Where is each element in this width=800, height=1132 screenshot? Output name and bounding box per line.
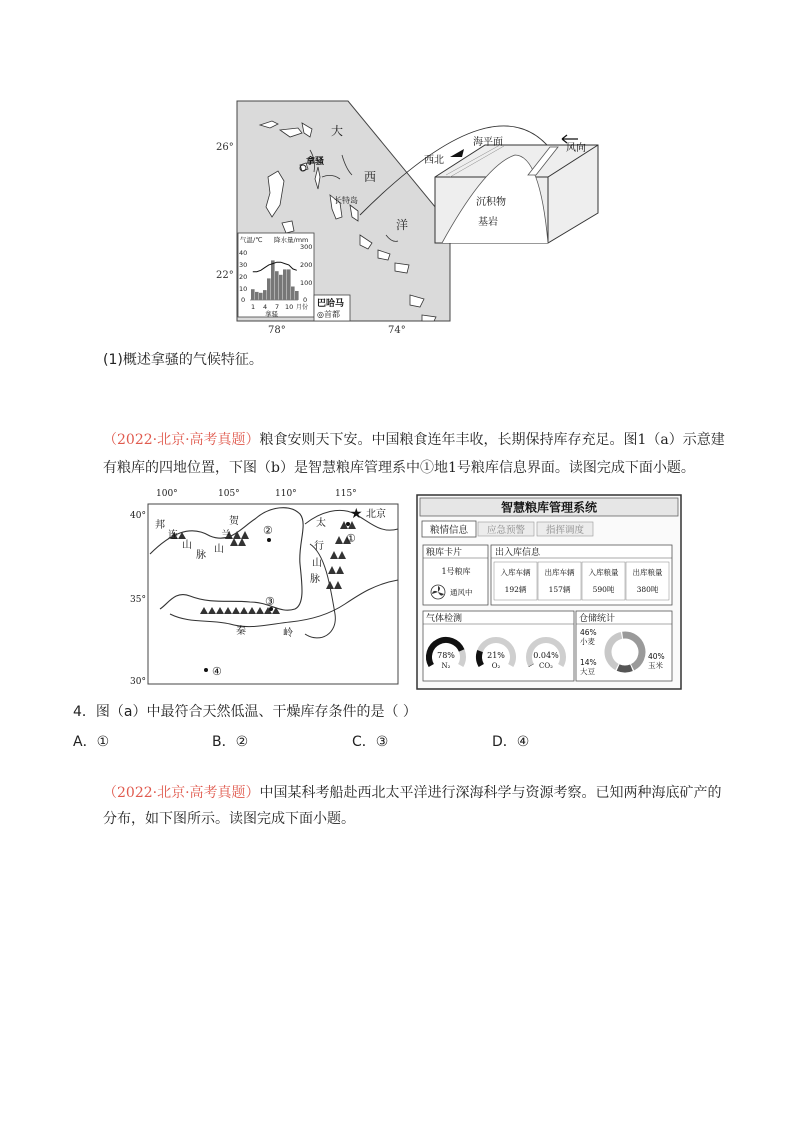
point-4-dot	[204, 668, 208, 672]
precip-bar-6	[271, 260, 275, 300]
card-title: 粮库卡片	[426, 548, 463, 558]
tab-emergency-label: 应急预警	[486, 525, 526, 536]
precip-bar-4	[263, 290, 267, 300]
bahamas-figure	[210, 95, 620, 340]
lat-22: 22°	[216, 270, 234, 281]
precip-bar-10	[287, 269, 291, 300]
island-label: 长特岛	[334, 196, 358, 205]
precip-bar-1	[251, 289, 255, 300]
mtn-taihang-2: 行	[314, 541, 324, 552]
climate-ltick-1: 30	[239, 261, 248, 269]
gas-value-3: 0.04%	[533, 651, 559, 660]
climate-rtick-0: 300	[300, 243, 313, 251]
io-value-in-vehicles: 192辆	[504, 585, 527, 594]
question-1: (1)概述拿骚的气候特征。	[103, 352, 263, 368]
precip-bar-3	[259, 293, 263, 300]
precip-bar-5	[267, 278, 271, 300]
intro-3-line-1	[103, 783, 722, 803]
gas-title: 气体检测	[426, 614, 463, 624]
climate-rtick-3: 0	[303, 296, 308, 304]
gas-value-1: 78%	[437, 651, 455, 660]
china-map-figure	[130, 484, 405, 694]
panel-title: 智慧粮库管理系统	[500, 500, 598, 515]
lat-26: 26°	[216, 142, 234, 153]
point-2-label: ②	[263, 524, 273, 537]
climate-month-unit: 月份	[296, 304, 309, 311]
climate-rtick-1: 200	[300, 261, 313, 269]
tab-granary-info-label: 粮情信息	[429, 525, 469, 536]
io-header-out-vehicles: 出库车辆	[544, 568, 575, 577]
mtn-left-1: 邦	[155, 520, 165, 531]
precip-bar-9	[283, 269, 287, 300]
gas-value-2: 21%	[487, 651, 505, 660]
question-4-stem: 4．图（a）中最符合天然低温、干燥库存条件的是（ ）	[73, 704, 417, 720]
point-2-dot	[267, 538, 271, 542]
storage-corn-value: 40%	[648, 652, 665, 661]
q4-option-b[interactable]: B．②	[212, 734, 249, 750]
legend-capital: ◎首都	[317, 310, 340, 319]
intro-2-line-1	[103, 430, 725, 450]
intro-3-text-1: 中国某科考船赴西北太平洋进行深海科学与资源考察。已知两种海底矿产的	[259, 785, 722, 801]
climate-month-1: 1	[251, 303, 256, 311]
intro-2-source: （2022·北京·高考真题）	[103, 432, 260, 448]
intro-2-line-2: 有粮库的四地位置，下图（b）是智慧粮库管理系中①地1号粮库信息界面。读图完成下面小题。	[103, 460, 695, 476]
climate-right-header: 降水量/mm	[274, 236, 309, 244]
storage-wheat-label: 小麦	[580, 637, 595, 646]
granary-panel	[416, 494, 682, 690]
storage-title: 仓储统计	[579, 614, 616, 624]
climate-month-10: 10	[285, 303, 294, 311]
io-title: 出入库信息	[495, 548, 541, 558]
mtn-taihang-4: 脉	[310, 574, 320, 585]
gas-label-1: N₂	[441, 662, 451, 670]
mtn-left-3: 山	[182, 540, 192, 551]
nassau-label: 拿骚	[306, 157, 325, 167]
climate-ltick-0: 40	[239, 249, 248, 257]
mtn-left-2: 连	[168, 530, 178, 541]
mtn-helan-2: 兰	[221, 530, 231, 541]
point-4-label: ④	[212, 665, 222, 678]
precip-bar-12	[295, 291, 299, 300]
io-header-out-grain: 出库粮量	[632, 568, 663, 577]
mtn-left-4: 脉	[196, 550, 206, 561]
intro-3-source: （2022·北京·高考真题）	[103, 785, 260, 801]
point-1-dot	[346, 522, 350, 526]
block-sea-level: 海平面	[473, 137, 503, 148]
storage-soy-label: 大豆	[580, 667, 595, 676]
precip-bar-11	[291, 287, 295, 301]
q4-option-d[interactable]: D．④	[492, 734, 530, 750]
mtn-taihang-3: 山	[312, 558, 322, 569]
io-value-out-vehicles: 157辆	[548, 585, 571, 594]
card-status: 通风中	[450, 588, 473, 597]
sea-char-1: 大	[331, 124, 344, 138]
mtn-taihang-1: 太	[316, 518, 326, 529]
climate-rtick-2: 100	[300, 279, 313, 287]
intro-2-text-1: 粮食安则天下安。中国粮食连年丰收，长期保持库存充足。图1（a）示意建	[259, 432, 725, 448]
gas-gauge-fill-2	[479, 651, 481, 665]
point-1-label: ①	[346, 532, 356, 545]
mtn-qinling-2: 岭	[283, 628, 293, 639]
block-bedrock: 基岩	[478, 217, 498, 228]
climate-month-7: 7	[275, 303, 280, 311]
precip-bar-8	[279, 275, 283, 300]
storage-wheat-value: 46%	[580, 628, 597, 637]
lon-74: 74°	[388, 325, 406, 336]
io-value-in-grain: 590吨	[592, 585, 615, 594]
precip-bar-2	[255, 292, 259, 300]
block-wind: 风向	[566, 143, 586, 154]
storage-segment-2	[618, 668, 631, 669]
legend-country: 巴哈马	[317, 299, 345, 309]
intro-3-line-2: 分布，如下图所示。读图完成下面小题。	[103, 811, 355, 827]
block-sediment: 沉积物	[476, 197, 506, 208]
block-diagram	[424, 135, 598, 243]
map-lon-105: 105°	[218, 489, 240, 499]
card-name: 1号粮库	[441, 567, 471, 576]
sea-char-2: 西	[364, 170, 377, 184]
io-header-in-grain: 入库粮量	[588, 568, 619, 577]
storage-soy-value: 14%	[580, 658, 597, 667]
beijing-star-icon: ★	[350, 506, 363, 522]
point-3-label: ③	[265, 595, 275, 608]
climate-city: 拿骚	[265, 310, 278, 318]
lon-78: 78°	[268, 325, 286, 336]
map-legend	[314, 295, 350, 321]
climate-month-4: 4	[263, 303, 268, 311]
climate-ltick-3: 10	[239, 285, 248, 293]
map-lat-40: 40°	[130, 511, 146, 521]
map-lon-115: 115°	[335, 489, 357, 499]
map-lon-100: 100°	[156, 489, 178, 499]
q4-option-a[interactable]: A．①	[73, 734, 110, 750]
panel-tabs	[422, 521, 593, 537]
beijing-label: 北京	[366, 509, 386, 520]
mtn-helan-1: 贺	[229, 516, 239, 527]
block-northwest: 西北	[424, 155, 444, 166]
gas-label-2: O₂	[491, 662, 501, 670]
io-header-in-vehicles: 入库车辆	[500, 568, 531, 577]
climate-left-header: 气温/℃	[240, 236, 263, 244]
storage-corn-label: 玉米	[648, 661, 663, 670]
q4-option-c[interactable]: C．③	[352, 734, 389, 750]
climate-chart	[238, 233, 314, 318]
tab-command-label: 指挥调度	[545, 525, 585, 536]
climate-ltick-2: 20	[239, 273, 248, 281]
mtn-helan-3: 山	[214, 544, 224, 555]
io-value-out-grain: 380吨	[636, 585, 659, 594]
gas-label-3: CO₂	[539, 662, 553, 670]
sea-char-3: 洋	[396, 218, 409, 232]
map-lon-110: 110°	[275, 489, 297, 499]
climate-ltick-4: 0	[241, 296, 246, 304]
map-lat-30: 30°	[130, 677, 146, 687]
mtn-qinling-1: 秦	[236, 626, 246, 637]
precip-bar-7	[275, 271, 279, 300]
map-lat-35: 35°	[130, 595, 146, 605]
